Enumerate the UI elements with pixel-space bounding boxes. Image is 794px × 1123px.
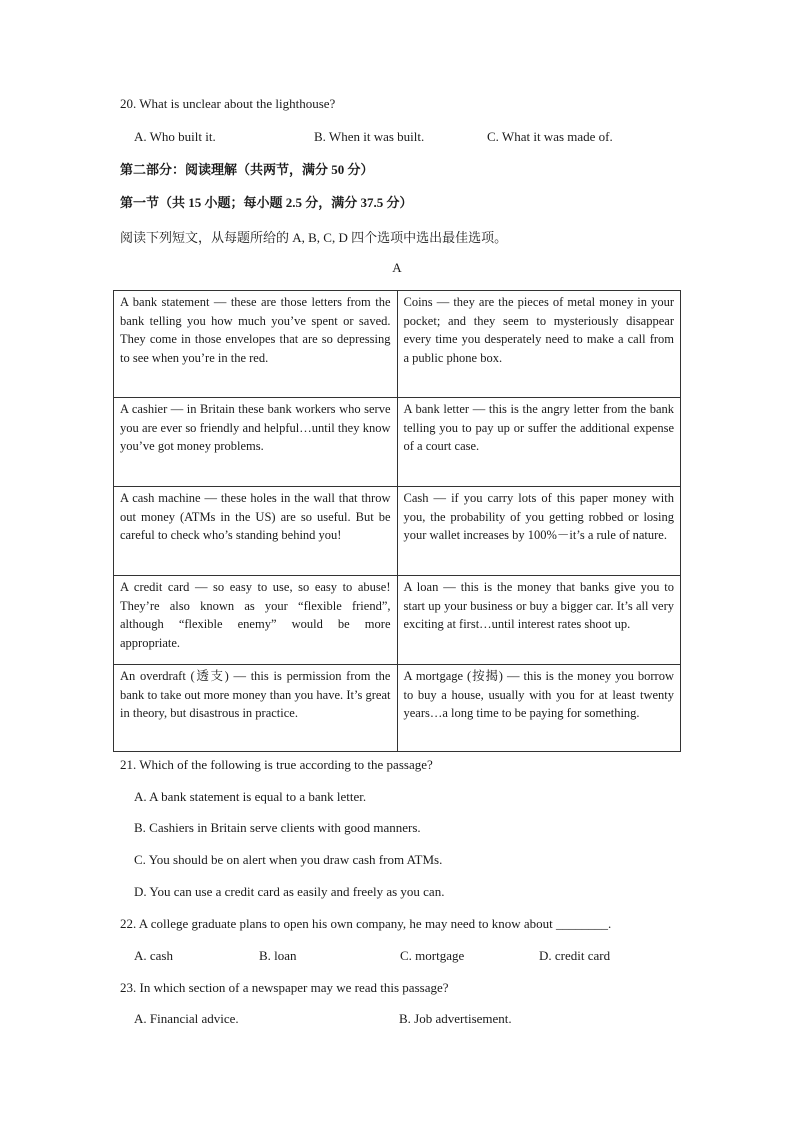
table-cell: An overdraft (透支) — this is permission from the bank to take out more money than you have. It’s great in theory, but disastrous in practice.	[114, 665, 398, 752]
q22-option-a: A. cash	[134, 948, 173, 963]
table-cell: Coins — they are the pieces of metal money in your pocket; and they seem to mysteriously disappear every time you desperately need to make a call from a public phone box.	[397, 291, 681, 398]
q21-option-d: D. You can use a credit card as easily and freely as you can.	[134, 884, 445, 899]
money-terms-table	[113, 290, 681, 752]
q20-option-a: A. Who built it.	[134, 129, 216, 144]
q21-option-c: C. You should be on alert when you draw cash from ATMs.	[134, 852, 443, 867]
q22-question: 22. A college graduate plans to open his own company, he may need to know about ________.	[120, 916, 612, 931]
table-row	[114, 291, 681, 398]
q20-question: 20. What is unclear about the lighthouse?	[120, 96, 336, 111]
table-row	[114, 398, 681, 487]
table-cell: A cash machine — these holes in the wall that throw out money (ATMs in the US) are so useful. But be careful to check who’s standing behind you!	[114, 487, 398, 576]
q22-option-c: C. mortgage	[400, 948, 465, 963]
table-cell: A credit card — so easy to use, so easy to abuse! They’re also known as your “flexible friend”, although “flexible enemy” would be more appropriate.	[114, 576, 398, 665]
q23-option-b: B. Job advertisement.	[399, 1011, 512, 1026]
table-row	[114, 487, 681, 576]
table-cell: Cash — if you carry lots of this paper money with you, the probability of you getting robbed or losing your wallet increases by 100%－it’s a rule of nature.	[397, 487, 681, 576]
passage-label: A	[392, 260, 402, 275]
q22-option-b: B. loan	[259, 948, 297, 963]
q20-option-b: B. When it was built.	[314, 129, 425, 144]
q20-option-c: C. What it was made of.	[487, 129, 613, 144]
q23-option-a: A. Financial advice.	[134, 1011, 239, 1026]
table-row	[114, 576, 681, 665]
part-title: 第二部分：阅读理解（共两节，满分 50 分）	[120, 162, 374, 177]
q21-question: 21. Which of the following is true according to the passage?	[120, 757, 433, 772]
table-cell: A cashier — in Britain these bank workers who serve you are ever so friendly and helpful…until they know you’ve got money problems.	[114, 398, 398, 487]
instruction: 阅读下列短文，从每题所给的 A, B, C, D 四个选项中选出最佳选项。	[120, 230, 508, 245]
table-cell: A loan — this is the money that banks give you to start up your business or buy a bigger car. It’s all very exciting at first…until interest rates shoot up.	[397, 576, 681, 665]
subsection-title: 第一节（共 15 小题；每小题 2.5 分，满分 37.5 分）	[120, 195, 413, 210]
table-cell: A bank letter — this is the angry letter from the bank telling you to pay up or suffer the additional expense of a court case.	[397, 398, 681, 487]
q21-option-a: A. A bank statement is equal to a bank letter.	[134, 789, 367, 804]
table-cell: A mortgage (按揭) — this is the money you borrow to buy a house, usually with you for at least twenty years…a long time to be paying for something.	[397, 665, 681, 752]
q23-question: 23. In which section of a newspaper may we read this passage?	[120, 980, 449, 995]
q22-option-d: D. credit card	[539, 948, 611, 963]
q21-option-b: B. Cashiers in Britain serve clients with good manners.	[134, 820, 421, 835]
table-row	[114, 665, 681, 752]
table-cell: A bank statement — these are those letters from the bank telling you how much you’ve spent or saved. They come in those envelopes that are so depressing to see when you’re in the red.	[114, 291, 398, 398]
